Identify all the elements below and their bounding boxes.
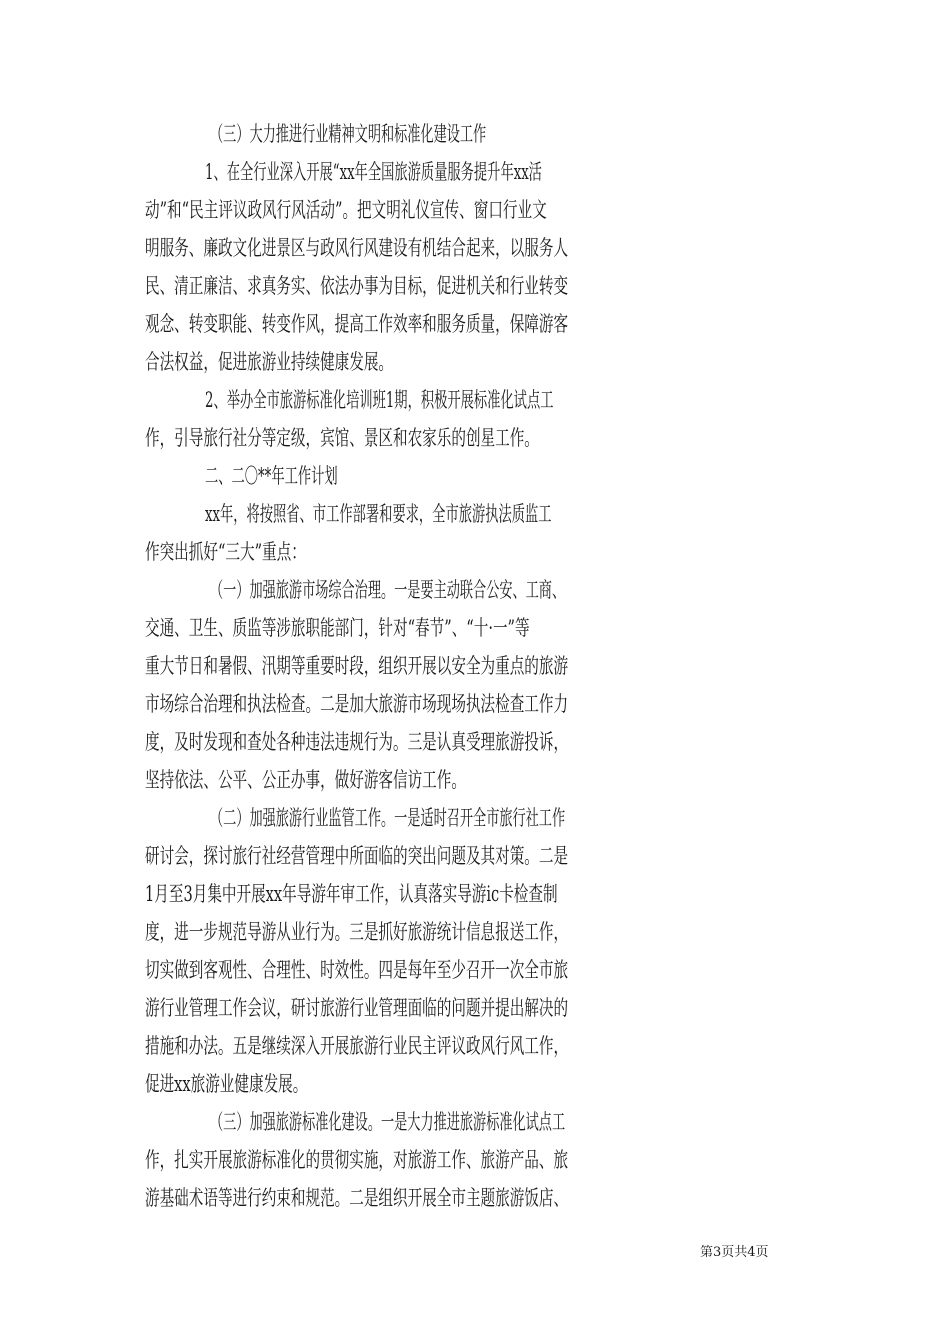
paragraph-line: （三）加强旅游标准化建设。一是大力推进旅游标准化试点工 <box>210 1110 566 1134</box>
paragraph-line: 措施和办法。五是继续深入开展旅游行业民主评议政风行风工作， <box>145 1034 569 1058</box>
paragraph-line: 切实做到客观性、合理性、时效性。四是每年至少召开一次全市旅 <box>145 958 569 982</box>
paragraph-line: 观念、转变职能、转变作风，提高工作效率和服务质量，保障游客 <box>145 312 569 336</box>
paragraph-line: 研讨会，探讨旅行社经营管理中所面临的突出问题及其对策。二是 <box>145 844 569 868</box>
paragraph-line: 动”和“民主评议政风行风活动”。把文明礼仪宣传、窗口行业文 <box>145 198 547 222</box>
paragraph-line: 交通、卫生、质监等涉旅职能部门，针对“春节”、“十·一”等 <box>145 616 530 640</box>
paragraph-line: 坚持依法、公平、公正办事，做好游客信访工作。 <box>145 768 466 792</box>
paragraph-line: 合法权益，促进旅游业持续健康发展。 <box>145 350 394 374</box>
paragraph-line: xx年，将按照省、市工作部署和要求，全市旅游执法质监工 <box>205 502 552 526</box>
section-heading: （三）大力推进行业精神文明和标准化建设工作 <box>210 122 487 146</box>
paragraph-line: 2、举办全市旅游标准化培训班1期，积极开展标准化试点工 <box>205 388 554 412</box>
paragraph-line: （二）加强旅游行业监管工作。一是适时召开全市旅行社工作 <box>210 806 566 830</box>
paragraph-line: 度，进一步规范导游从业行为。三是抓好旅游统计信息报送工作， <box>145 920 569 944</box>
section-heading: 二、二〇**年工作计划 <box>205 464 338 488</box>
paragraph-line: （一）加强旅游市场综合治理。一是要主动联合公安、工商、 <box>210 578 566 602</box>
paragraph-line: 明服务、廉政文化进景区与政风行风建设有机结合起来，以服务人 <box>145 236 569 260</box>
paragraph-line: 作突出抓好“三大”重点： <box>145 540 306 564</box>
paragraph-line: 游行业管理工作会议，研讨旅游行业管理面临的问题并提出解决的 <box>145 996 569 1020</box>
paragraph-line: 市场综合治理和执法检查。二是加大旅游市场现场执法检查工作力 <box>145 692 569 716</box>
paragraph-line: 促进xx旅游业健康发展。 <box>145 1072 308 1096</box>
paragraph-line: 重大节日和暑假、汛期等重要时段，组织开展以安全为重点的旅游 <box>145 654 569 678</box>
paragraph-line: 度，及时发现和查处各种违法违规行为。三是认真受理旅游投诉， <box>145 730 569 754</box>
paragraph-line: 游基础术语等进行约束和规范。二是组织开展全市主题旅游饭店、 <box>145 1186 569 1210</box>
paragraph-line: 民、清正廉洁、求真务实、依法办事为目标，促进机关和行业转变 <box>145 274 569 298</box>
page-number: 第3页共4页 <box>700 1245 769 1260</box>
paragraph-line: 作，扎实开展旅游标准化的贯彻实施，对旅游工作、旅游产品、旅 <box>145 1148 569 1172</box>
paragraph-line: 1、在全行业深入开展“xx年全国旅游质量服务提升年xx活 <box>205 160 542 184</box>
paragraph-line: 1月至3月集中开展xx年导游年审工作，认真落实导游ic卡检查制 <box>145 882 558 906</box>
paragraph-line: 作，引导旅行社分等定级，宾馆、景区和农家乐的创星工作。 <box>145 426 539 450</box>
